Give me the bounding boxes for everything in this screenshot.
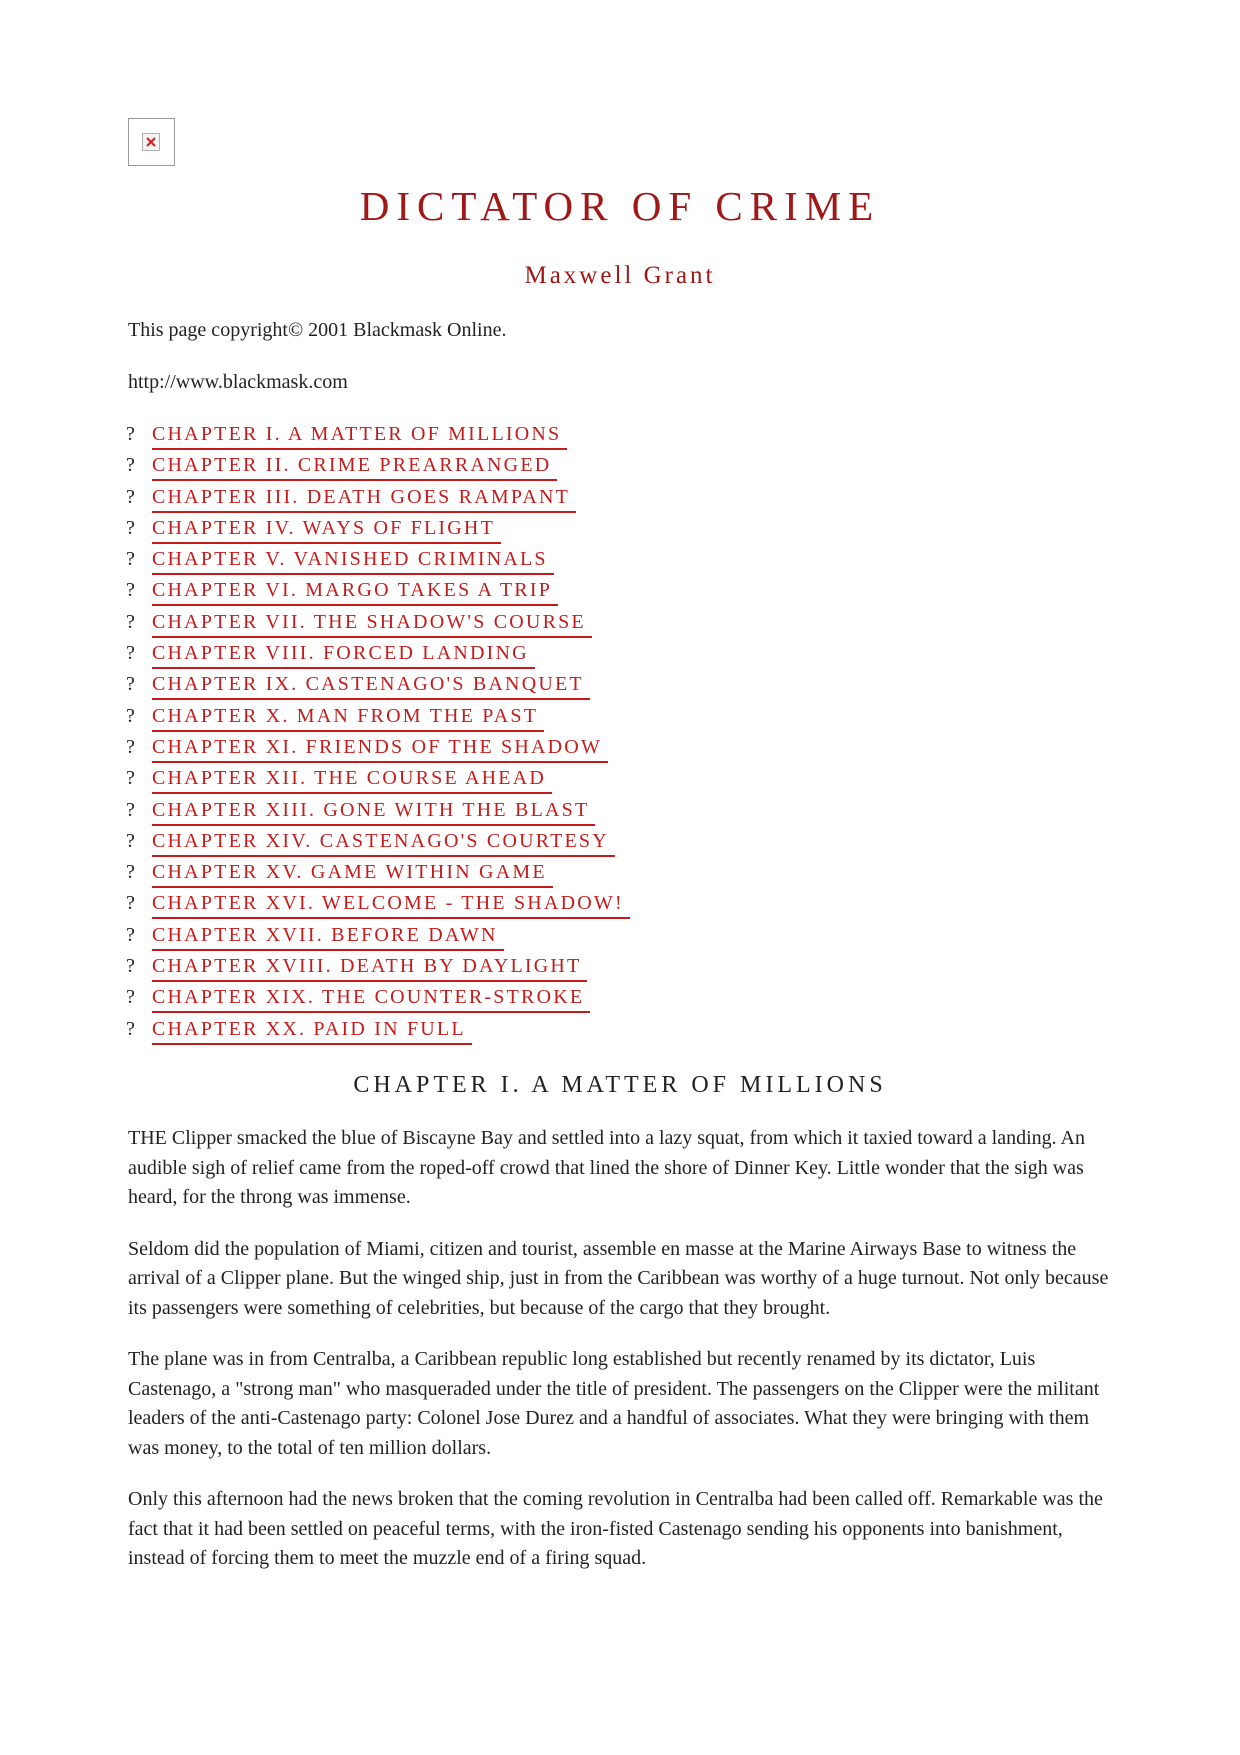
toc-item — [126, 955, 630, 986]
toc-link-chapter-17[interactable]: CHAPTER XVII. BEFORE DAWN — [152, 924, 504, 951]
broken-image-icon — [142, 133, 160, 151]
toc-bullet: ? — [126, 704, 135, 727]
toc-link-chapter-1[interactable]: CHAPTER I. A MATTER OF MILLIONS — [152, 423, 567, 450]
paragraph: Seldom did the population of Miami, citizen and tourist, assemble en masse at the Marine Airways Base to witness the arrival of a Clipper plane. But the winged ship, just in from the Caribbean was worthy of a huge turnout. Not only because its passengers were something of celebrities, but because of the cargo that they brought. — [128, 1237, 1109, 1319]
toc-bullet: ? — [126, 610, 135, 633]
toc-link-chapter-6[interactable]: CHAPTER VI. MARGO TAKES A TRIP — [152, 579, 558, 606]
toc-link-chapter-7[interactable]: CHAPTER VII. THE SHADOW'S COURSE — [152, 611, 592, 638]
toc-item — [126, 673, 630, 704]
toc-bullet: ? — [126, 986, 135, 1009]
toc-link-chapter-13[interactable]: CHAPTER XIII. GONE WITH THE BLAST — [152, 799, 595, 826]
toc-link-chapter-16[interactable]: CHAPTER XVI. WELCOME - THE SHADOW! — [152, 892, 630, 919]
paragraph: Only this afternoon had the news broken that the coming revolution in Centralba had been called off. Remarkable was the fact that it had been settled on peaceful terms, with the iron-fisted Castenago sending his opponents into banishment, instead of forcing them to meet the muzzle end of a firing squad. — [128, 1488, 1103, 1569]
toc-link-chapter-18[interactable]: CHAPTER XVIII. DEATH BY DAYLIGHT — [152, 955, 587, 982]
toc-bullet: ? — [126, 829, 135, 852]
toc-item — [126, 799, 630, 830]
book-author: Maxwell Grant — [524, 262, 716, 289]
table-of-contents — [126, 423, 630, 1049]
toc-item — [126, 423, 630, 454]
toc-bullet: ? — [126, 485, 135, 508]
toc-bullet: ? — [126, 454, 135, 477]
toc-link-chapter-2[interactable]: CHAPTER II. CRIME PREARRANGED — [152, 454, 557, 481]
toc-link-chapter-4[interactable]: CHAPTER IV. WAYS OF FLIGHT — [152, 517, 501, 544]
toc-link-chapter-19[interactable]: CHAPTER XIX. THE COUNTER-STROKE — [152, 986, 590, 1013]
toc-link-chapter-20[interactable]: CHAPTER XX. PAID IN FULL — [152, 1018, 472, 1045]
book-title: DICTATOR OF CRIME — [359, 183, 881, 229]
toc-item — [126, 454, 630, 485]
toc-item — [126, 986, 630, 1017]
toc-link-chapter-10[interactable]: CHAPTER X. MAN FROM THE PAST — [152, 705, 544, 732]
toc-link-chapter-9[interactable]: CHAPTER IX. CASTENAGO'S BANQUET — [152, 673, 590, 700]
toc-link-chapter-15[interactable]: CHAPTER XV. GAME WITHIN GAME — [152, 861, 553, 888]
toc-bullet: ? — [126, 423, 135, 445]
site-url: http://www.blackmask.com — [128, 371, 348, 393]
toc-bullet: ? — [126, 767, 135, 790]
toc-bullet: ? — [126, 642, 135, 665]
toc-item — [126, 579, 630, 610]
toc-bullet: ? — [126, 673, 135, 696]
paragraph: THE Clipper smacked the blue of Biscayne Bay and settled into a lazy squat, from which it taxied toward a landing. An audible sigh of relief came from the roped-off crowd that lined the shore of Dinner Key. Little wonder that the sigh was heard, for the throng was immense. — [128, 1127, 1085, 1208]
chapter-heading: CHAPTER I. A MATTER OF MILLIONS — [353, 1072, 887, 1098]
toc-item — [126, 924, 630, 955]
toc-bullet: ? — [126, 892, 135, 915]
toc-bullet: ? — [126, 861, 135, 884]
toc-bullet: ? — [126, 579, 135, 602]
toc-item — [126, 1018, 630, 1049]
toc-link-chapter-8[interactable]: CHAPTER VIII. FORCED LANDING — [152, 642, 535, 669]
toc-item — [126, 548, 630, 579]
toc-item — [126, 517, 630, 548]
chapter-body — [128, 1124, 1118, 1596]
toc-item — [126, 705, 630, 736]
toc-link-chapter-3[interactable]: CHAPTER III. DEATH GOES RAMPANT — [152, 486, 576, 513]
toc-item — [126, 611, 630, 642]
toc-item — [126, 861, 630, 892]
toc-item — [126, 892, 630, 923]
toc-bullet: ? — [126, 798, 135, 821]
copyright-notice: This page copyright© 2001 Blackmask Online. — [128, 319, 507, 341]
toc-item — [126, 736, 630, 767]
toc-item — [126, 642, 630, 673]
toc-bullet: ? — [126, 923, 135, 946]
toc-link-chapter-5[interactable]: CHAPTER V. VANISHED CRIMINALS — [152, 548, 554, 575]
toc-link-chapter-14[interactable]: CHAPTER XIV. CASTENAGO'S COURTESY — [152, 830, 615, 857]
toc-bullet: ? — [126, 735, 135, 758]
toc-item — [126, 486, 630, 517]
toc-link-chapter-12[interactable]: CHAPTER XII. THE COURSE AHEAD — [152, 767, 552, 794]
toc-bullet: ? — [126, 1017, 135, 1040]
toc-item — [126, 830, 630, 861]
toc-link-chapter-11[interactable]: CHAPTER XI. FRIENDS OF THE SHADOW — [152, 736, 608, 763]
toc-bullet: ? — [126, 548, 135, 571]
toc-item — [126, 767, 630, 798]
broken-image-placeholder — [128, 118, 175, 166]
toc-bullet: ? — [126, 516, 135, 539]
paragraph: The plane was in from Centralba, a Caribbean republic long established but recently renamed by its dictator, Luis Castenago, a "strong man" who masqueraded under the title of president. The passengers on the Clipper were the militant leaders of the anti-Castenago party: Colonel Jose Durez and a handful of associates. What they were bringing with them was money, to the total of ten million dollars. — [128, 1348, 1100, 1459]
toc-bullet: ? — [126, 955, 135, 978]
